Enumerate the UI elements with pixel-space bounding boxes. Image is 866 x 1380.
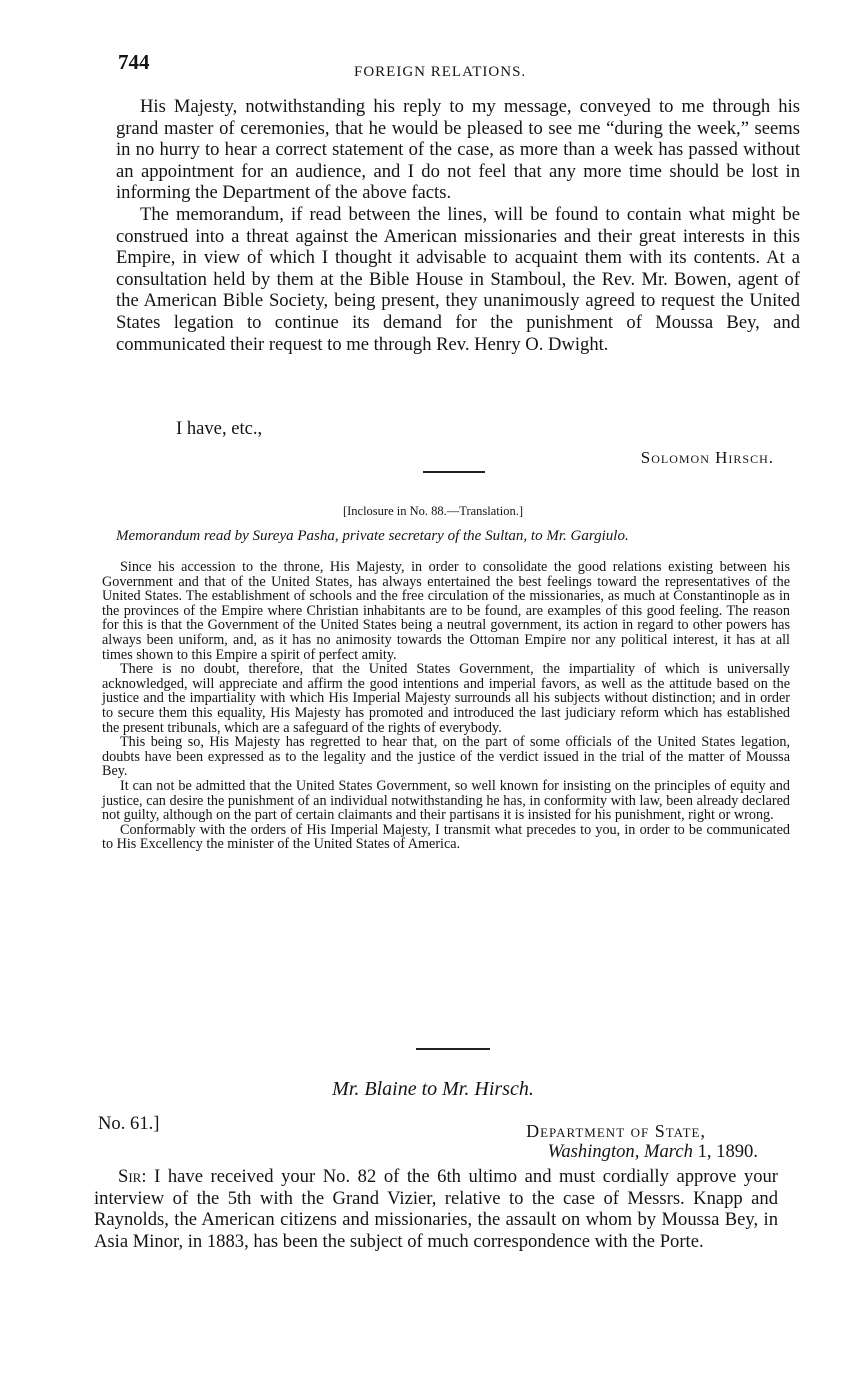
reply-date: 1, 1890. — [697, 1141, 758, 1162]
reply-number: No. 61.] — [98, 1113, 160, 1134]
reply-title: Mr. Blaine to Mr. Hirsch. — [332, 1078, 534, 1100]
letter-signature: Solomon Hirsch. — [640, 448, 774, 467]
memorandum-body — [102, 560, 790, 852]
reply-dateline — [548, 1141, 758, 1163]
reply-body — [94, 1166, 778, 1252]
letter-body — [116, 96, 800, 355]
letter-closing: I have, etc., — [176, 418, 263, 439]
running-head: FOREIGN RELATIONS. — [354, 64, 527, 80]
page-number: 744 — [118, 50, 150, 74]
memorandum-title: Memorandum read by Sureya Pasha, private secretary of the Sultan, to Mr. Gargiulo. — [116, 528, 629, 544]
memorandum-paragraph: Conformably with the orders of His Imperial Majesty, I transmit what precedes to you, in order to be communicated to His Excellency the minister of the United States of America. — [102, 821, 790, 853]
reply-paragraph — [94, 1166, 778, 1252]
memorandum-paragraph: This being so, His Majesty has regretted to hear that, on the part of some officials of the United States legation, doubts have been expressed as to the legality and the justice of the verdict issued in the trial of the matter of Moussa Bey. — [102, 734, 790, 780]
memorandum-paragraph: There is no doubt, therefore, that the United States Government, the impartiality of which is universally acknowledged, will appreciate and affirm the good intentions and imperial favors, as well as the attitude based on the justice and the impartiality with which His Imperial Majesty surrounds all his subjects without distinction; and in order to secure them this equality, His Majesty has promoted and introduced the last judiciary reform which has established the present tribunals, which are a safeguard of the rights of everybody. — [102, 661, 790, 736]
letter-paragraph: The memorandum, if read between the lines, will be found to contain what might be construed into a threat against the American missionaries and their great interests in this Empire, in view of which I thought it advisable to acquaint them with its contents. At a consultation held by them at the Bible House in Stamboul, the Rev. Mr. Bowen, agent of the American Bible Society, being present, they unanimously agreed to request the United States legation to continue its demand for the punishment of Moussa Bey, and communicated their request to me through Rev. Henry O. Dwight. — [116, 203, 800, 355]
letter-paragraph: His Majesty, notwithstanding his reply to my message, conveyed to me through his grand master of ceremonies, that he would be pleased to see me “during the week,” seems in no hurry to hear a correct statement of the case, as more than a week has passed without an appointment for an audience, and I do not feel that any more time should be lost in informing the Department of the above facts. — [116, 96, 800, 204]
reply-department: Department of State, — [526, 1121, 706, 1141]
reply-text: I have received your No. 82 of the 6th ultimo and must cordially approve your interview of the 5th with the Grand Vizier, relative to the case of Messrs. Knapp and Raynolds, the American citizens and missionaries, the assault on whom by Moussa Bey, in Asia Minor, in 1883, has been the subject of much correspondence with the Porte. — [94, 1166, 778, 1252]
reply-salutation: Sir: — [118, 1166, 147, 1187]
section-divider — [423, 471, 485, 473]
memorandum-paragraph: It can not be admitted that the United States Government, so well known for insisting on the principles of equity and justice, can desire the punishment of an individual notwithstanding he has, in conformity with law, been already declared not guilty, although on the part of certain claimants and their partisans it is insisted for his punishment, right or wrong. — [102, 777, 790, 824]
inclosure-label: [Inclosure in No. 88.—Translation.] — [342, 504, 524, 518]
reply-place: Washington, March — [547, 1141, 693, 1162]
section-divider — [416, 1048, 490, 1050]
page-header — [118, 50, 800, 80]
memorandum-paragraph: Since his accession to the throne, His Majesty, in order to consolidate the good relations existing between his Government and that of the United States, has always entertained the best feelings toward the representatives of the United States. The establishment of schools and the free circulation of the missionaries, as much at Constantinople as in the provinces of the Empire where Christian inhabitants are to be found, are examples of this good feeling. The reason for this is that the Government of the United States being a neutral government, its action in regard to other powers has always been uniform, and, as it has no animosity towards the Ottoman Empire nor any political interest, it has at all times shown to this Empire a spirit of perfect amity. — [102, 559, 790, 663]
